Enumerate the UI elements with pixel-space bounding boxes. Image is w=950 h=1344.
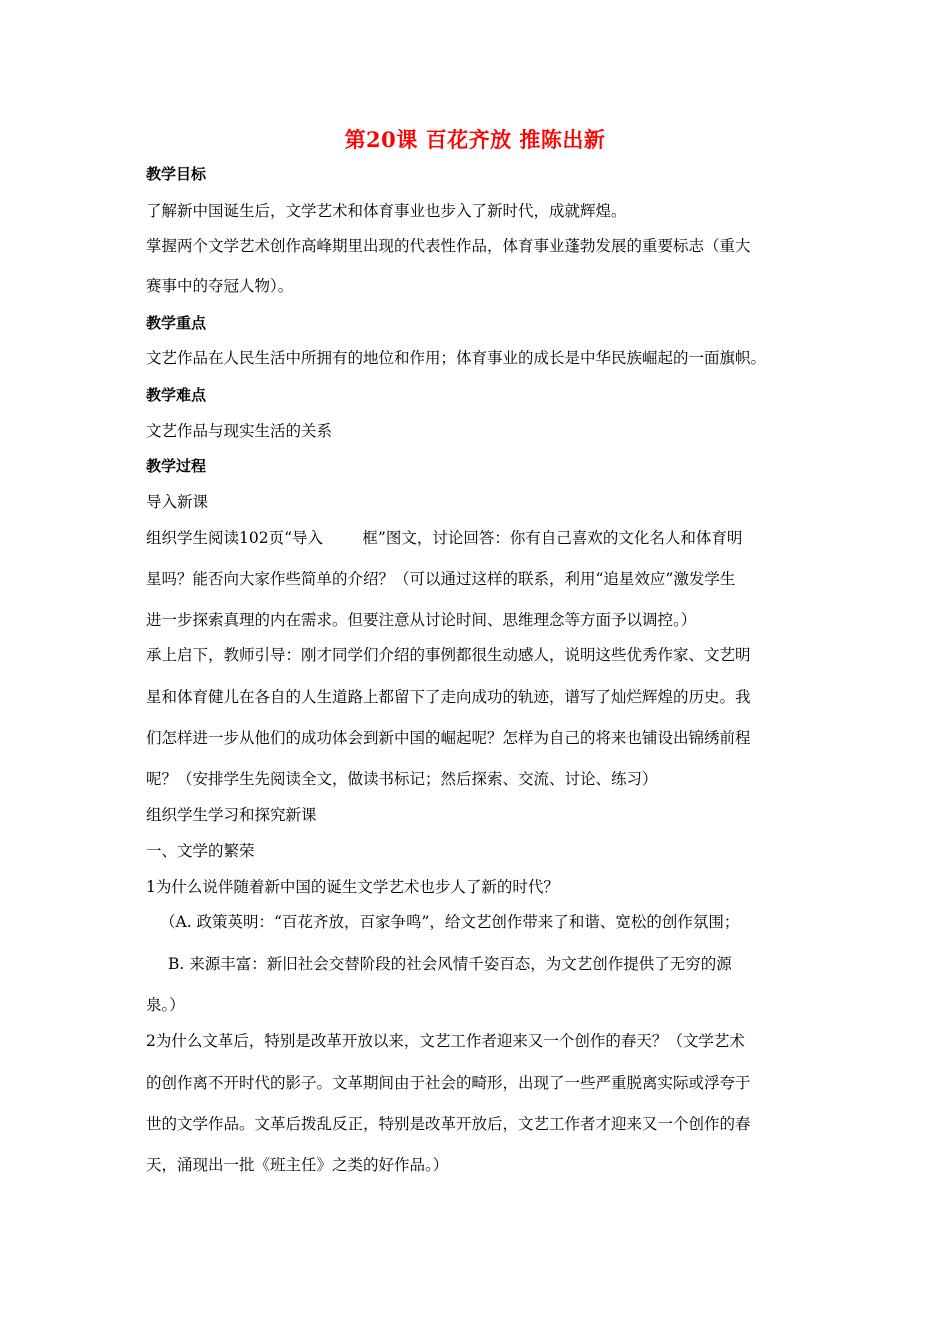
part-1-heading: 一、文学的繁荣 [146,842,255,860]
intro-label: 导入新课 [146,493,209,511]
difficulty-heading: 教学难点 [146,386,207,404]
intro-paragraph-line-2: 星吗？能否向大家作些简单的介绍？（可以通过这样的联系，利用“追星效应”激发学生 [146,570,736,588]
question-1-answer-a: （A. 政策英明：“百花齐放，百家争鸣”，给文艺创作带来了和谐、宽松的创作氛围； [160,913,740,931]
transition-line-3: 们怎样进一步从他们的成功体会到新中国的崛起呢？怎样为自己的将来也铺设出锦绣前程 [146,729,751,747]
transition-line-4: 呢？（安排学生先阅读全文，做读书标记；然后探索、交流、讨论、练习） [146,770,658,788]
question-2-line-2: 的创作离不开时代的影子。文革期间由于社会的畸形，出现了一些严重脱离实际或浮夸于 [146,1074,751,1092]
question-2-line-1: 2为什么文革后，特别是改革开放以来，文艺工作者迎来又一个创作的春天？（文学艺术 [146,1032,745,1050]
process-heading: 教学过程 [146,457,207,475]
question-2-line-3: 世的文学作品。文革后拨乱反正，特别是改革开放后，文艺工作者才迎来又一个创作的春 [146,1115,751,1133]
transition-line-1: 承上启下，教师引导：刚才同学们介绍的事例都很生动感人，说明这些优秀作家、文艺明 [146,646,751,664]
question-1-answer-b-line-2: 泉。） [146,996,185,1014]
intro-paragraph-line-3: 进一步探索真理的内在需求。但要注意从讨论时间、思维理念等方面予以调控。） [146,611,697,629]
transition-line-2: 星和体育健儿在各自的人生道路上都留下了走向成功的轨迹，谱写了灿烂辉煌的历史。我 [146,688,751,706]
question-1-answer-b-line-1: B. 来源丰富：新旧社会交替阶段的社会风情千姿百态，为文艺创作提供了无穷的源 [168,955,732,973]
new-lesson-label: 组织学生学习和探究新课 [146,806,317,824]
key-points-paragraph: 文艺作品在人民生活中所拥有的地位和作用；体育事业的成长是中华民族崛起的一面旗帜。 [146,349,767,367]
lesson-title: 第20课 百花齐放 推陈出新 [344,127,606,152]
difficulty-paragraph: 文艺作品与现实生活的关系 [146,422,333,440]
objectives-heading: 教学目标 [146,165,207,183]
objectives-paragraph-2-line-2: 赛事中的夺冠人物）。 [146,277,294,295]
question-1: 1为什么说伴随着新中国的诞生文学艺术也步人了新的时代？ [146,878,559,896]
objectives-paragraph-2-line-1: 掌握两个文学艺术创作高峰期里出现的代表性作品，体育事业蓬勃发展的重要标志（重大 [146,237,751,255]
intro-paragraph-line-1: 组织学生阅读102页“导入 框”图文，讨论回答：你有自己喜欢的文化名人和体育明 [146,529,743,547]
key-points-heading: 教学重点 [146,314,207,332]
objectives-paragraph-1: 了解新中国诞生后，文学艺术和体育事业也步入了新时代，成就辉煌。 [146,202,627,220]
question-2-line-4: 天，涌现出一批《班主任》之类的好作品。） [146,1156,449,1174]
